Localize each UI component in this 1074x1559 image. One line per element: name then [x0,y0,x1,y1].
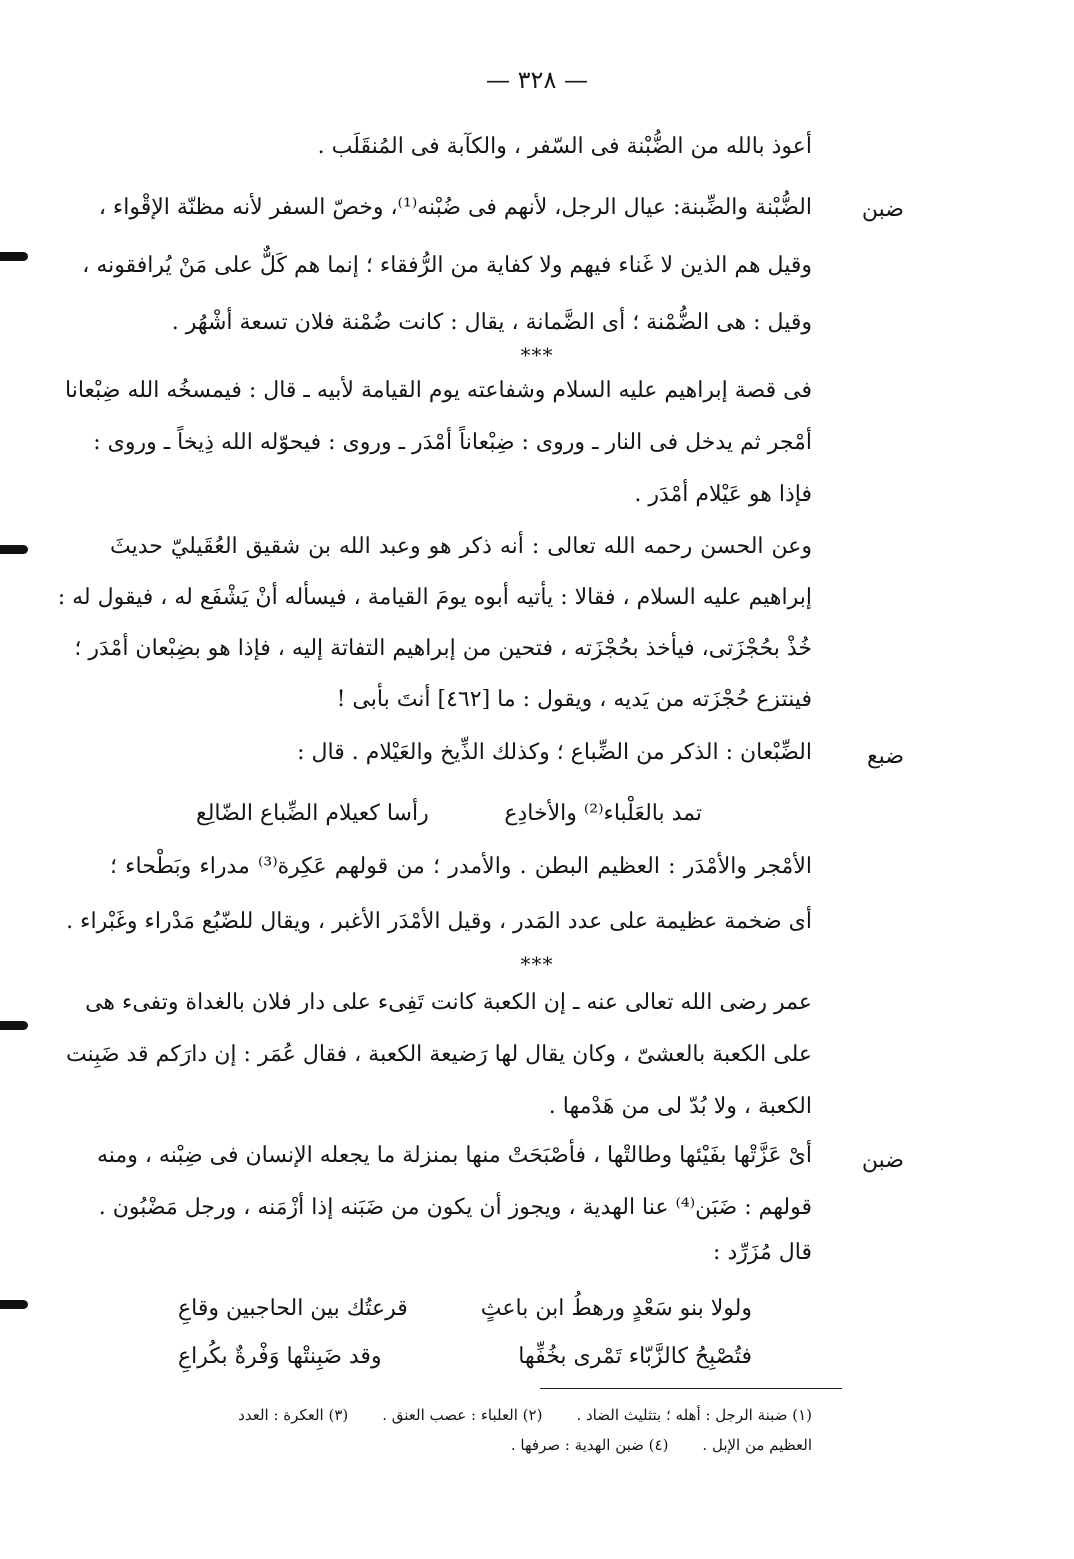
footnote-3-continued: العظيم من الإبل . [702,1436,812,1454]
text-line: الضُّبْنة والضِّبنة: عيال الرجل، لأنهم فى ضُبْنه⁽¹⁾، وخصّ السفر لأنه مظنّة الإقْواء ، [98,195,812,220]
text-line: الكعبة ، ولا بُدّ لى من هَدْمها . [548,1094,812,1119]
footnote-line-2 [477,1434,812,1456]
text-line: الضِّبْعان : الذكر من الضِّباع ؛ وكذلك الذِّيخ والعَيْلام . قال : [297,740,812,765]
text-line: وعن الحسن رحمه الله تعالى : أنه ذكر هو وعبد الله بن شقيق العُقَيليّ حديثَ [110,534,812,559]
footnote-1: (١) ضبنة الرجل : أهله ؛ بتثليث الضاد . [576,1406,812,1424]
verse-hemistich-left: وقد ضَبِنتْها وَفْرةٌ بكُراعِ [178,1344,382,1369]
scan-binding-mark [0,252,28,261]
footnote-separator [540,1388,842,1389]
footnote-3: (٣) العكرة : العدد [238,1406,349,1424]
margin-root-word-1: ضبن [861,197,904,222]
text-line: أىْ عَزَّتْها بفَيْئها وطالتْها ، فأصْبَحَتْ منها بمنزلة ما يجعله الإنسان فى ضِبْنه ، ومنه [96,1143,812,1168]
verse-hemistich-left: رأسا كعيلام الضِّباع الضّالِع [196,801,429,826]
text-line: وقيل هم الذين لا غَناء فيهم ولا كفاية من الرُّفقاء ؛ إنما هم كَلٌّ على مَنْ يُرافقونه ، [82,253,812,278]
page-number: — ٣٢٨ — [486,66,588,94]
footnote-4: (٤) ضبن الهدية : صرفها . [510,1436,669,1454]
verse-hemistich-right: فتُصْبِحُ كالزَّبّاء تَمْرى بخُفِّها [518,1344,752,1369]
text-line: إبراهيم عليه السلام ، فقالا : يأتيه أبوه يومَ القيامة ، فيسأله أنْ يَشْفَع له ، فيقول له : [57,585,812,610]
text-line: فإذا هو عَيْلام أمْدَر . [634,482,812,507]
footnote-line-1 [204,1404,812,1426]
verse-hemistich-right: تمد بالعَلْباء⁽²⁾ والأخادِع [504,801,702,826]
opening-hadith-line: أعوذ بالله من الضُّبْنة فى السّفر ، والكآبة فى المُنقَلَب . [317,134,812,159]
text-line: وقيل : هى الضُّمْنة ؛ أى الضَّمانة ، يقال : كانت ضُمْنة فلان تسعة أشْهُر . [171,310,812,335]
margin-root-word-2: ضبع [866,744,904,769]
text-line: خُذْ بحُجْزَتى، فيأخذ بحُجْزَته ، فتحين من إبراهيم التفاتة إليه ، فإذا هو بضِبْعان أمْدَر ؛ [74,636,812,661]
text-line: قولهم : ضَبَن⁽⁴⁾ عنا الهدية ، ويجوز أن يكون من ضَبَنه إذا أزْمَنه ، ورجل مَضْبُون . [98,1195,812,1220]
scan-binding-mark [0,1021,28,1030]
scan-binding-mark [0,1300,28,1309]
text-line: الأمْجر والأمْدَر : العظيم البطن . والأمدر ؛ من قولهم عَكِرة⁽³⁾ مدراء وبَطْحاء ؛ [110,854,812,879]
text-line: فى قصة إبراهيم عليه السلام وشفاعته يوم القيامة لأبيه ـ قال : فيمسخُه الله ضِبْعانا [65,378,812,403]
footnote-2: (٢) العلباء : عصب العنق . [382,1406,543,1424]
text-line: قال مُزَرِّد : [713,1240,812,1265]
verse-hemistich-left: قرعتُك بين الحاجبين وقاعِ [178,1296,408,1321]
margin-root-word-3: ضبن [861,1148,904,1173]
text-line: على الكعبة بالعشىّ ، وكان يقال لها رَضيعة الكعبة ، فقال عُمَر : إن دارَكم قد ضَبِنت [65,1042,812,1067]
text-line: فينتزع حُجْزَته من يَديه ، ويقول : ما [٤٦٢] أنتَ بأبى ! [336,687,812,712]
section-separator: *** [520,952,554,976]
verse-hemistich-right: ولولا بنو سَعْدٍ ورهطُ ابن باعثٍ [480,1296,752,1321]
section-separator: *** [520,343,554,367]
scan-binding-mark [0,545,28,554]
text-line: أمْجر ثم يدخل فى النار ـ وروى : ضِبْعاناً أمْدَر ـ وروى : فيحوّله الله ذِيخاً ـ وروى : [93,430,812,455]
text-line: عمر رضى الله تعالى عنه ـ إن الكعبة كانت تَفِىء على دار فلان بالغداة وتفىء هى [85,990,812,1015]
text-line: أى ضخمة عظيمة على عدد المَدر ، وقيل الأمْدَر الأغبر ، ويقال للضّبُع مَدْراء وغَبْراء . [66,909,812,934]
